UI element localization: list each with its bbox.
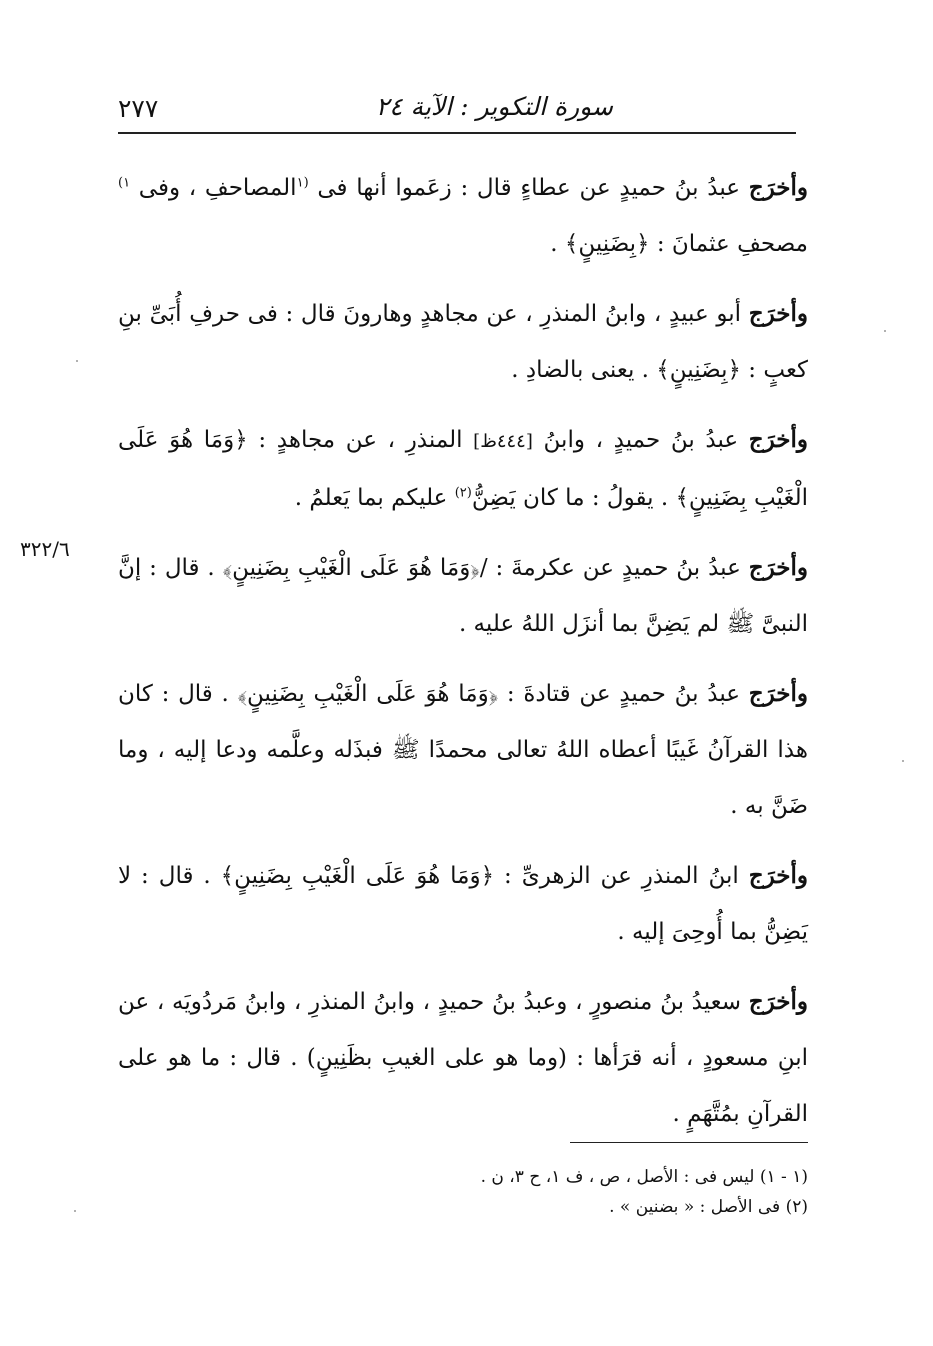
footnote-divider	[570, 1142, 808, 1143]
manuscript-folio-ref: [٤٤٤ظ]	[473, 431, 533, 452]
running-header	[118, 88, 798, 132]
footnote-marker: (١	[296, 175, 309, 191]
paragraph-lead: وأخرَج	[748, 554, 808, 581]
paragraph-text: عبدُ بنُ حميدٍ ، وابنُ	[532, 427, 749, 453]
header-divider	[118, 132, 796, 134]
page-title: سورة التكوير : الآية ٢٤	[375, 92, 613, 121]
paragraph-1	[118, 160, 808, 272]
footnotes	[118, 1162, 808, 1222]
paragraph-lead: وأخرَج	[748, 862, 808, 889]
paragraph-text: عليكم بما يَعلمُ .	[294, 485, 455, 511]
paragraph-text: المصاحفِ ، وفى	[130, 175, 297, 201]
footnote-2: (٢) فى الأصل : « بضنين » .	[609, 1197, 808, 1217]
paragraph-lead: وأخرَج	[748, 300, 808, 327]
paragraph-5	[118, 666, 808, 834]
paragraph-4	[118, 540, 808, 652]
page-number: ٢٧٧	[118, 94, 159, 123]
scan-speck	[74, 1210, 76, 1212]
paragraph-lead: وأخرَج	[748, 680, 808, 707]
footnote-1: (١ - ١) ليس فى : الأصل ، ص ، ف ١، ح ٣، ن .	[480, 1167, 808, 1187]
paragraph-text: عبدُ بنُ حميدٍ عن عطاءٍ قال : زعَموا أنها فى	[308, 175, 749, 201]
main-text	[118, 160, 808, 1156]
paragraph-lead: وأخرَج	[748, 174, 808, 201]
scan-speck	[884, 330, 886, 332]
paragraph-text: عبدُ بنُ حميدٍ عن قتادةَ : ﴿وَمَا هُوَ عَلَى الْغَيْبِ بِضَنِينٍ﴾ . قال : كان هذا القرآنُ غَيبًا أعطاه اللهُ تعالى محمدًا ﷺ فبذَله وعلَّمه ودعا إليه ، وما ضَنَّ به .	[118, 681, 808, 819]
paragraph-text: سعيدُ بنُ منصورٍ ، وعبدُ بنُ حميدٍ ، وابنُ المنذرِ ، وابنُ مَردُويَه ، عن ابنِ مسعودٍ ، أنه قرَأها : (وما هو على الغيبِ بظَنِينٍ) . قال : ما هو على القرآنِ بمُتَّهَمٍ .	[118, 989, 808, 1127]
paragraph-text: المنذرِ ، عن مجاهدٍ : ﴿وَمَا هُوَ عَلَى الْغَيْبِ بِضَنِينٍ﴾ . يقولُ : ما كان يَضِنُّ	[118, 427, 808, 511]
paragraph-lead: وأخرَج	[748, 426, 809, 453]
footnote-marker: (٢)	[454, 485, 472, 501]
paragraph-text: ابنُ المنذرِ عن الزهرىِّ : ﴿وَمَا هُوَ عَلَى الْغَيْبِ بِضَنِينٍ﴾ . قال : لا يَضِنُّ بما أُوحِىَ إليه .	[118, 863, 808, 945]
scan-speck	[902, 760, 904, 762]
paragraph-7	[118, 974, 808, 1142]
paragraph-3	[118, 412, 808, 526]
paragraph-text: مصحفِ عثمانَ : ﴿بِضَنِينٍ﴾ .	[550, 231, 808, 257]
paragraph-2	[118, 286, 808, 398]
paragraph-text: أبو عبيدٍ ، وابنُ المنذرِ ، عن مجاهدٍ وهارونَ قال : فى حرفِ أُبَىِّ بنِ كعبٍ : ﴿بِضَنِينٍ﴾ . يعنى بالضادِ .	[118, 301, 808, 383]
paragraph-6	[118, 848, 808, 960]
margin-reference: ٣٢٢/٦	[20, 537, 70, 561]
footnote-marker: ١)	[118, 175, 131, 191]
scan-speck	[76, 360, 78, 362]
paragraph-text: عبدُ بنُ حميدٍ عن عكرمةَ : /﴿وَمَا هُوَ عَلَى الْغَيْبِ بِضَنِينٍ﴾ . قال : إنَّ النبىَّ ﷺ لم يَضِنَّ بما أنزَل اللهُ عليه .	[118, 555, 808, 637]
paragraph-lead: وأخرَج	[748, 988, 808, 1015]
